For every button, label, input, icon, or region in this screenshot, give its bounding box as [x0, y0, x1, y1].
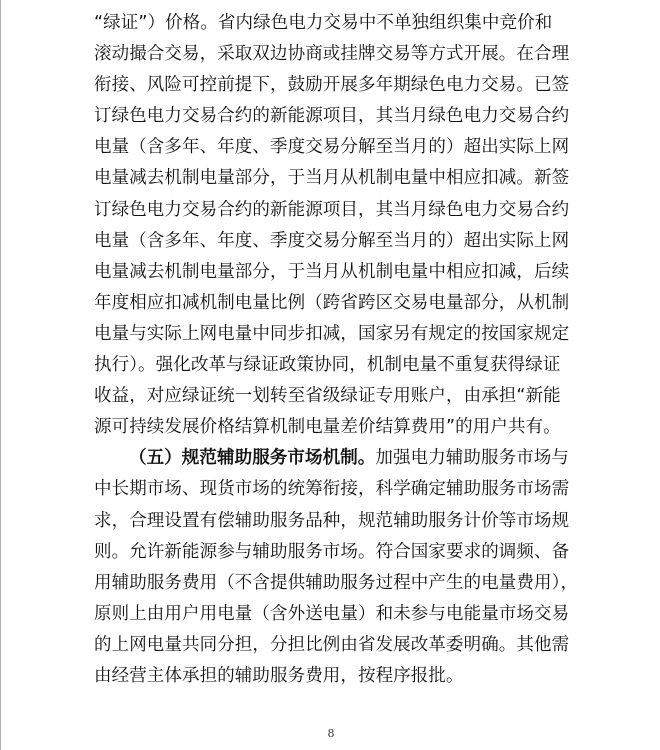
text-line: “绿证”）价格。省内绿色电力交易中不单独组织集中竞价和	[94, 13, 553, 33]
section-first-line-text: 加强电力辅助服务市场与	[375, 448, 570, 469]
text-line: 电量减去机制电量部分，于当月从机制电量中相应扣减。新签	[94, 168, 570, 189]
section-first-line	[94, 443, 574, 474]
text-line: 由经营主体承担的辅助服务费用，按程序报批。	[94, 665, 464, 686]
text-line: 用辅助服务费用（不含提供辅助服务过程中产生的电量费用），	[94, 572, 579, 593]
text-line: 收益，对应绿证统一划转至省级绿证专用账户，由承担“新能	[94, 386, 561, 407]
text-line: 源可持续发展价格结算机制电量差价结算费用”的用户共有。	[94, 417, 561, 438]
text-line: 电量（含多年、年度、季度交易分解至当月的）超出实际上网	[94, 137, 570, 158]
text-line: 电量（含多年、年度、季度交易分解至当月的）超出实际上网	[94, 230, 570, 251]
text-line: 电量与实际上网电量中同步扣减，国家另有规定的按国家规定	[94, 323, 570, 344]
text-line: 滚动撮合交易，采取双边协商或挂牌交易等方式开展。在合理	[94, 44, 570, 65]
text-line: 衔接、风险可控前提下，鼓励开展多年期绿色电力交易。已签	[94, 75, 570, 96]
text-line: 执行）。强化改革与绿证政策协同，机制电量不重复获得绿证	[94, 355, 561, 376]
section-heading: （五）规范辅助服务市场机制。	[129, 448, 376, 469]
text-line: 电量减去机制电量部分，于当月从机制电量中相应扣减，后续	[94, 261, 570, 282]
text-line: 则。允许新能源参与辅助服务市场。符合国家要求的调频、备	[94, 541, 570, 562]
text-line: 中长期市场、现货市场的统筹衔接，科学确定辅助服务市场需	[94, 479, 570, 500]
text-line: 原则上由用户用电量（含外送电量）和未参与电能量市场交易	[94, 603, 570, 624]
text-line: 订绿色电力交易合约的新能源项目，其当月绿色电力交易合约	[94, 106, 570, 127]
text-line: 订绿色电力交易合约的新能源项目，其当月绿色电力交易合约	[94, 199, 570, 220]
page-number: 8	[327, 727, 335, 740]
text-line: 年度相应扣减机制电量比例（跨省跨区交易电量部分，从机制	[94, 292, 570, 313]
text-line: 求，合理设置有偿辅助服务品种，规范辅助服务计价等市场规	[94, 510, 570, 531]
text-line: 的上网电量共同分担，分担比例由省发展改革委明确。其他需	[94, 634, 570, 655]
body-text	[94, 8, 579, 692]
